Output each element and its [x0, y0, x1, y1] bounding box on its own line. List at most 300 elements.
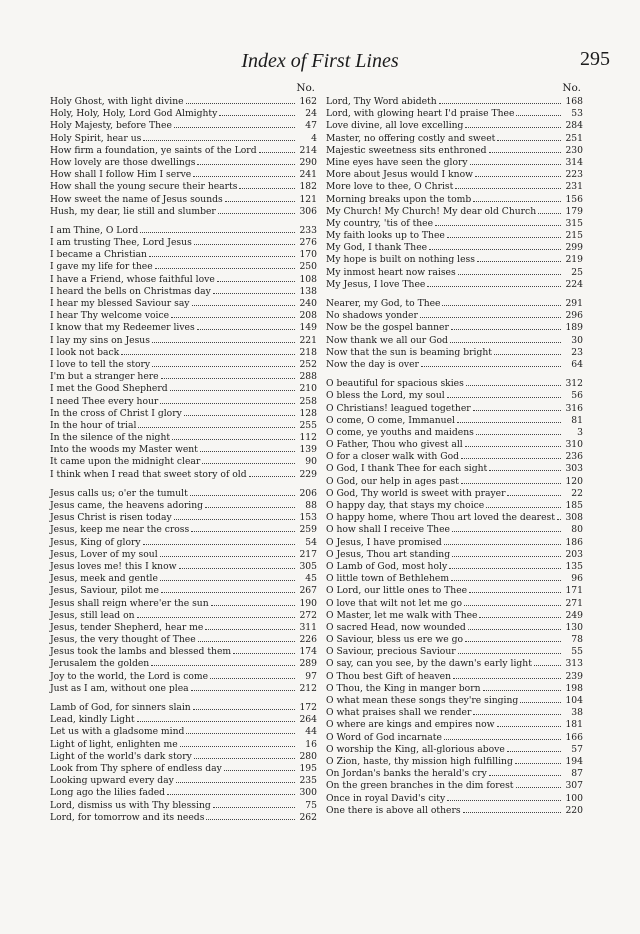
hymn-number: 226: [299, 634, 317, 646]
hymn-number: 181: [565, 719, 583, 731]
hymn-number: 174: [299, 646, 317, 658]
hymn-number: 313: [565, 658, 583, 670]
index-entry: [326, 537, 583, 549]
dot-leader: [225, 201, 295, 202]
index-entry: [326, 488, 583, 500]
hymn-number: 87: [571, 768, 583, 780]
hymn-number: 288: [299, 371, 317, 383]
first-line-text: O Jesus, Thou art standing: [326, 548, 451, 560]
first-line-text: Holy Ghost, with light divine: [50, 96, 184, 107]
first-line-text: I became a Christian: [50, 249, 147, 261]
dot-leader: [138, 427, 295, 428]
dot-leader: [465, 446, 561, 447]
index-entry: [326, 218, 583, 230]
dot-leader: [421, 366, 561, 367]
index-entry: [50, 249, 317, 261]
dot-leader: [143, 140, 295, 141]
hymn-number: 179: [565, 205, 583, 217]
index-entry: [326, 451, 583, 463]
hymn-number: 22: [571, 487, 583, 499]
hymn-number: 90: [305, 456, 317, 468]
index-entry: [326, 732, 583, 744]
hymn-number: 75: [305, 799, 317, 811]
index-entry: [50, 800, 317, 812]
index-entry: [50, 561, 317, 573]
hymn-number: 314: [565, 156, 583, 168]
hymn-number: 218: [299, 346, 317, 358]
index-entry: [50, 408, 317, 420]
dot-leader: [192, 305, 296, 306]
left-entry-groups: [50, 96, 317, 824]
dot-leader: [516, 787, 562, 788]
index-entry: [50, 646, 317, 658]
hymn-number: 44: [305, 726, 317, 738]
index-entry: [50, 157, 317, 169]
dot-leader: [194, 758, 295, 759]
dot-leader: [179, 568, 296, 569]
first-line-text: In the cross of Christ I glory: [50, 407, 182, 419]
index-entry: [50, 671, 317, 683]
first-line-text: My God, I thank Thee: [326, 242, 428, 254]
index-entry: [326, 476, 583, 488]
first-line-text: I'm but a stranger here: [50, 371, 159, 383]
index-entry: [326, 279, 583, 291]
index-entry: [50, 500, 317, 512]
first-line-text: My Jesus, I love Thee: [326, 278, 426, 290]
dot-leader: [172, 439, 295, 440]
hymn-number: 308: [565, 512, 583, 524]
index-entry: [326, 439, 583, 451]
first-line-text: I am trusting Thee, Lord Jesus: [50, 237, 192, 249]
index-entry: [326, 194, 583, 206]
first-line-text: My inmost heart now raises: [326, 266, 456, 278]
first-line-text: O come, O come, Immanuel: [326, 414, 455, 426]
first-line-text: Jesus calls us; o'er the tumult: [50, 487, 188, 499]
first-line-text: Jesus, King of glory: [50, 536, 141, 548]
right-entry-groups: [326, 96, 583, 817]
index-entry: [326, 347, 583, 359]
first-line-text: Holy Majesty, before Thee: [50, 120, 172, 132]
dot-leader: [450, 342, 561, 343]
hymn-number: 30: [571, 334, 583, 346]
first-line-text: More about Jesus would I know: [326, 169, 473, 181]
page-header: [0, 48, 640, 78]
index-entry: [326, 157, 583, 169]
dot-leader: [151, 665, 295, 666]
index-entry: [50, 537, 317, 549]
hymn-number: 47: [305, 120, 317, 132]
index-entry: [326, 610, 583, 622]
hymn-number: 203: [565, 548, 583, 560]
index-entry: [326, 646, 583, 658]
dot-leader: [451, 580, 561, 581]
hymn-number: 208: [299, 310, 317, 322]
index-entry: [50, 751, 317, 763]
hymn-number: 190: [299, 597, 317, 609]
hymn-number: 128: [299, 407, 317, 419]
hymn-number: 153: [299, 512, 317, 524]
hymn-number: 55: [571, 646, 583, 658]
index-entry: [326, 322, 583, 334]
first-line-text: Looking upward every day: [50, 775, 174, 787]
index-entry: [326, 585, 583, 597]
first-line-text: I know that my Redeemer lives: [50, 322, 195, 334]
index-entry: [50, 310, 317, 322]
dot-leader: [461, 483, 561, 484]
index-entry: [326, 463, 583, 475]
dot-leader: [155, 268, 295, 269]
hymn-number: 195: [299, 762, 317, 774]
index-entry: [50, 598, 317, 610]
hymn-number: 290: [299, 156, 317, 168]
index-entry: [50, 396, 317, 408]
dot-leader: [193, 176, 295, 177]
dot-leader: [152, 366, 295, 367]
hymn-number: 310: [565, 439, 583, 451]
hymn-number: 185: [565, 500, 583, 511]
dot-leader: [494, 354, 561, 355]
dot-leader: [224, 770, 295, 771]
entry-group: [326, 378, 583, 817]
hymn-number: 194: [565, 755, 583, 767]
dot-leader: [176, 782, 295, 783]
dot-leader: [420, 317, 561, 318]
hymn-number: 212: [299, 682, 317, 694]
dot-leader: [219, 115, 295, 116]
dot-leader: [149, 256, 295, 257]
hymn-number: 296: [565, 310, 583, 322]
hymn-number: 166: [565, 731, 583, 743]
index-entry: [50, 261, 317, 273]
first-line-text: Into the woods my Master went: [50, 444, 198, 456]
hymn-number: 284: [565, 120, 583, 132]
hymn-number: 80: [571, 524, 583, 536]
index-entry: [326, 695, 583, 707]
first-line-text: Lord, with glowing heart I'd praise Thee: [326, 108, 515, 120]
number-column-label: No.: [562, 82, 581, 94]
dot-leader: [259, 152, 295, 153]
first-line-text: Jesus, still lead on: [50, 609, 135, 621]
index-entry: [50, 206, 317, 218]
hymn-number: 162: [299, 96, 317, 107]
index-entry: [50, 610, 317, 622]
page-title: Index of First Lines: [241, 50, 399, 72]
index-entry: [326, 805, 583, 817]
index-entry: [326, 768, 583, 780]
hymn-number: 289: [299, 658, 317, 670]
hymn-number: 138: [299, 285, 317, 297]
hymn-number: 315: [565, 217, 583, 229]
hymn-number: 182: [299, 181, 317, 193]
hymn-number: 299: [565, 242, 583, 254]
hymn-number: 250: [299, 261, 317, 273]
dot-leader: [557, 519, 561, 520]
first-line-text: O God, our help in ages past: [326, 475, 459, 487]
index-entry: [50, 371, 317, 383]
hymn-number: 220: [565, 804, 583, 816]
entry-group: [50, 488, 317, 695]
hymn-number: 54: [305, 536, 317, 548]
index-entry: [326, 512, 583, 524]
index-entry: [326, 427, 583, 439]
hymn-number: 312: [565, 378, 583, 390]
dot-leader: [161, 378, 295, 379]
dot-leader: [439, 103, 561, 104]
dot-leader: [479, 617, 561, 618]
dot-leader: [174, 127, 295, 128]
first-line-text: Jesus, meek and gentle: [50, 573, 158, 585]
first-line-text: My faith looks up to Thee: [326, 230, 445, 242]
hymn-number: 172: [299, 702, 317, 713]
entry-group: [50, 225, 317, 481]
dot-leader: [186, 733, 295, 734]
hymn-number: 303: [565, 463, 583, 475]
hymn-number: 206: [299, 487, 317, 499]
first-line-text: O little town of Bethlehem: [326, 573, 450, 585]
first-line-text: O what praises shall we render: [326, 707, 472, 719]
dot-leader: [464, 605, 561, 606]
index-entry: [50, 812, 317, 824]
index-entry: [326, 707, 583, 719]
hymn-number: 229: [299, 468, 317, 480]
hymn-number: 171: [565, 585, 583, 597]
index-entry: [326, 780, 583, 792]
hymn-number: 25: [571, 266, 583, 278]
dot-leader: [197, 329, 295, 330]
index-entry: [50, 683, 317, 695]
hymn-number: 130: [565, 621, 583, 633]
index-entry: [50, 787, 317, 799]
dot-leader: [465, 641, 561, 642]
index-entry: [50, 335, 317, 347]
first-line-text: In the hour of trial: [50, 419, 137, 431]
first-line-text: Now the day is over: [326, 358, 419, 370]
hymn-number: 239: [565, 670, 583, 682]
index-entry: [50, 549, 317, 561]
dot-leader: [202, 463, 295, 464]
hymn-number: 272: [299, 609, 317, 621]
dot-leader: [140, 232, 295, 233]
dot-leader: [137, 617, 295, 618]
index-entry: [326, 719, 583, 731]
hymn-number: 104: [565, 695, 583, 706]
first-line-text: I gave my life for thee: [50, 261, 153, 273]
dot-leader: [507, 751, 561, 752]
dot-leader: [444, 739, 561, 740]
first-line-text: I hear Thy welcome voice: [50, 310, 170, 322]
hymn-number: 16: [305, 738, 317, 750]
index-entry: [50, 145, 317, 157]
index-entry: [50, 169, 317, 181]
hymn-number: 53: [571, 108, 583, 120]
dot-leader: [447, 397, 561, 398]
first-line-text: Jesus took the lambs and blessed them: [50, 646, 232, 658]
first-line-text: Now be the gospel banner: [326, 322, 449, 334]
index-entry: [326, 756, 583, 768]
index-entry: [326, 549, 583, 561]
dot-leader: [451, 329, 561, 330]
dot-leader: [461, 458, 561, 459]
dot-leader: [516, 115, 561, 116]
first-line-text: Jerusalem the golden: [50, 658, 150, 670]
entry-group: [50, 702, 317, 824]
first-line-text: Jesus, Saviour, pilot me: [50, 585, 159, 597]
index-entry: [50, 96, 317, 108]
hymn-number: 276: [299, 237, 317, 249]
first-line-text: Lord, dismiss us with Thy blessing: [50, 799, 211, 811]
first-line-text: Mine eyes have seen the glory: [326, 156, 468, 168]
index-entry: [50, 383, 317, 395]
dot-leader: [520, 702, 561, 703]
first-line-text: No shadows yonder: [326, 310, 418, 322]
hymn-number: 24: [305, 108, 317, 120]
dot-leader: [489, 775, 561, 776]
dot-leader: [217, 281, 295, 282]
hymn-number: 100: [565, 792, 583, 804]
hymn-number: 121: [299, 193, 317, 205]
first-line-text: O beautiful for spacious skies: [326, 378, 464, 390]
hymn-number: 210: [299, 383, 317, 395]
dot-leader: [534, 665, 561, 666]
index-entry: [50, 622, 317, 634]
hymn-number: 215: [565, 230, 583, 242]
dot-leader: [515, 763, 561, 764]
index-entry: [326, 359, 583, 371]
entry-group: [326, 298, 583, 371]
hymn-number: 264: [299, 714, 317, 726]
index-entry: [326, 96, 583, 108]
dot-leader: [211, 605, 295, 606]
dot-leader: [463, 812, 561, 813]
index-entry: [50, 133, 317, 145]
first-line-text: Jesus shall reign where'er the sun: [50, 597, 209, 609]
index-entry: [326, 658, 583, 670]
index-entry: [326, 403, 583, 415]
index-entry: [326, 298, 583, 310]
dot-leader: [137, 721, 295, 722]
first-line-text: O Lamb of God, most holy: [326, 560, 448, 572]
dot-leader: [186, 103, 295, 104]
index-entry: [326, 230, 583, 242]
first-line-text: Long ago the lilies faded: [50, 787, 166, 799]
dot-leader: [497, 726, 561, 727]
index-entry: [326, 744, 583, 756]
hymn-number: 96: [571, 573, 583, 585]
first-line-text: Jesus, keep me near the cross: [50, 524, 190, 536]
first-line-text: Master, no offering costly and sweet: [326, 132, 496, 144]
index-entry: [50, 286, 317, 298]
first-line-text: Light of the world's dark story: [50, 750, 192, 762]
first-line-text: O Saviour, precious Saviour: [326, 646, 456, 658]
dot-leader: [473, 201, 561, 202]
hymn-number: 81: [571, 414, 583, 426]
first-line-text: O how shall I receive Thee: [326, 524, 450, 536]
first-line-text: Jesus loves me! this I know: [50, 560, 177, 572]
hymn-number: 271: [565, 597, 583, 609]
hymn-number: 252: [299, 358, 317, 370]
hymn-number: 311: [299, 621, 317, 633]
first-line-text: In the silence of the night: [50, 432, 171, 444]
first-line-text: How shall I follow Him I serve: [50, 169, 192, 181]
index-entry: [326, 310, 583, 322]
index-entry: [326, 793, 583, 805]
index-entry: [50, 359, 317, 371]
index-entry: [50, 237, 317, 249]
index-entry: [50, 432, 317, 444]
index-entry: [326, 254, 583, 266]
index-entry: [50, 225, 317, 237]
index-entry: [326, 671, 583, 683]
hymn-number: 97: [305, 670, 317, 682]
hymn-number: 231: [565, 181, 583, 193]
first-line-text: I heard the bells on Christmas day: [50, 285, 211, 297]
first-line-text: O Thou best Gift of heaven: [326, 670, 452, 682]
dot-leader: [213, 807, 295, 808]
first-line-text: It came upon the midnight clear: [50, 456, 201, 468]
dot-leader: [206, 819, 295, 820]
hymn-number: 186: [565, 536, 583, 548]
dot-leader: [473, 410, 561, 411]
dot-leader: [161, 592, 295, 593]
first-line-text: I need Thee every hour: [50, 395, 159, 407]
hymn-number: 300: [299, 787, 317, 799]
dot-leader: [497, 140, 561, 141]
dot-leader: [466, 385, 561, 386]
first-line-text: Now that the sun is beaming bright: [326, 346, 492, 358]
dot-leader: [475, 176, 561, 177]
first-line-text: How lovely are those dwellings: [50, 156, 196, 168]
first-line-text: Lord, Thy Word abideth: [326, 96, 437, 107]
first-line-text: O Saviour, bless us ere we go: [326, 634, 464, 646]
dot-leader: [468, 629, 561, 630]
index-entry: [50, 739, 317, 751]
first-line-text: O God, I thank Thee for each sight: [326, 463, 488, 475]
hymn-number: 45: [305, 573, 317, 585]
first-line-text: O Christians! leagued together: [326, 402, 471, 414]
index-entry: [326, 634, 583, 646]
hymn-number: 262: [299, 811, 317, 823]
dot-leader: [477, 261, 561, 262]
index-entry: [50, 726, 317, 738]
index-entry: [50, 456, 317, 468]
right-column: [326, 80, 583, 824]
index-entry: [50, 347, 317, 359]
dot-leader: [435, 225, 561, 226]
first-line-text: My hope is built on nothing less: [326, 254, 475, 266]
first-line-text: One there is above all others: [326, 804, 461, 816]
hymn-number: 23: [571, 346, 583, 358]
first-line-text: O Lord, our little ones to Thee: [326, 585, 468, 597]
dot-leader: [193, 709, 295, 710]
first-line-text: Nearer, my God, to Thee: [326, 298, 441, 309]
first-line-text: Lamb of God, for sinners slain: [50, 702, 191, 713]
index-entry: [50, 420, 317, 432]
hymn-number: 223: [565, 169, 583, 181]
dot-leader: [233, 653, 295, 654]
index-entry: [326, 561, 583, 573]
hymn-number: 170: [299, 249, 317, 261]
first-line-text: My Church! My Church! My dear old Church: [326, 205, 537, 217]
dot-leader: [167, 794, 295, 795]
dot-leader: [160, 580, 295, 581]
index-entry: [50, 469, 317, 481]
first-line-text: Joy to the world, the Lord is come: [50, 670, 209, 682]
index-entry: [326, 598, 583, 610]
hymn-number: 214: [299, 144, 317, 156]
index-entry: [50, 524, 317, 536]
hymn-number: 307: [565, 780, 583, 792]
first-line-text: Jesus came, the heavens adoring: [50, 500, 203, 511]
